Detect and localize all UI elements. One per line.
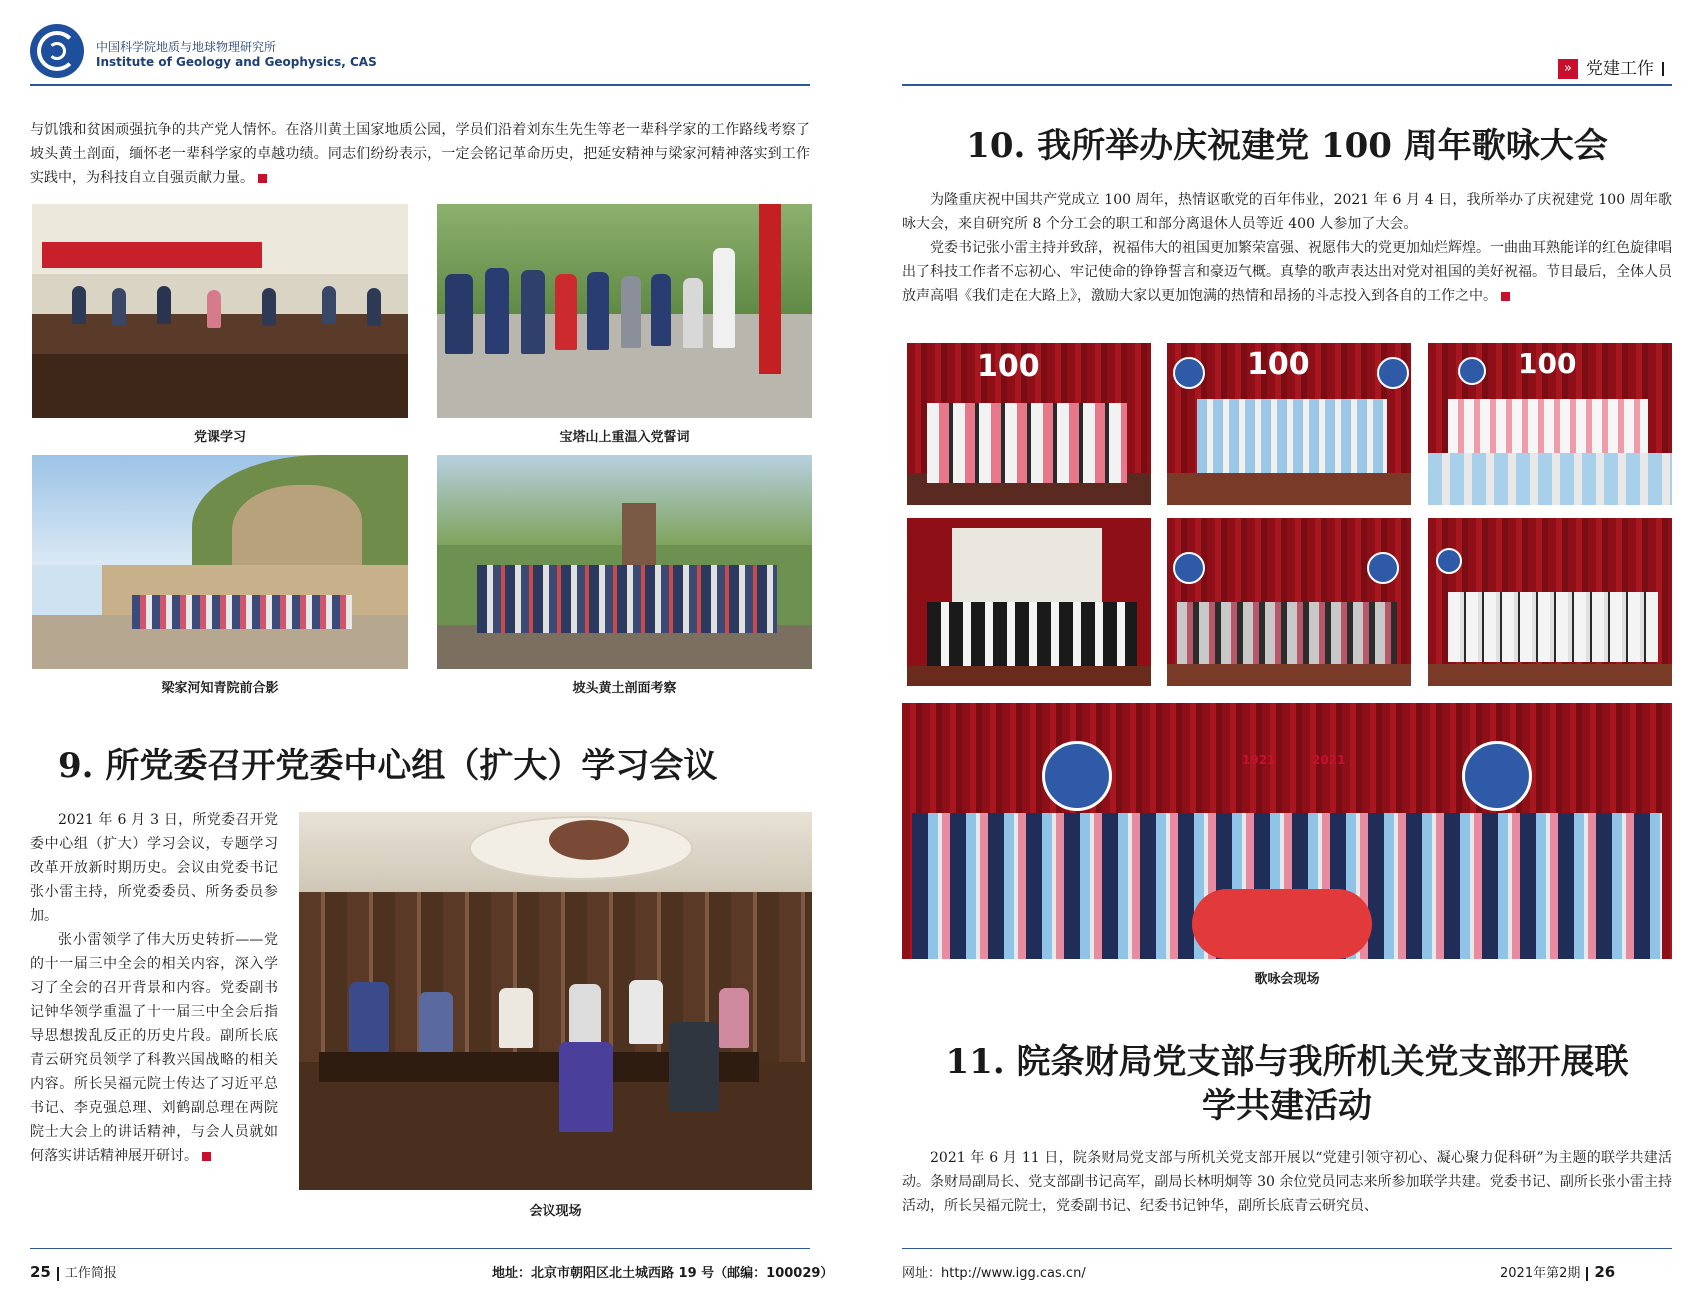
photo-choir-1: 100 [907,343,1151,505]
photo-caption: 梁家河知青院前合影 [161,681,279,696]
group-caption: 歌咏会现场 [1254,972,1320,987]
footer-rule [30,1248,810,1249]
section-10-paragraph-2: 党委书记张小雷主持并致辞，祝福伟大的祖国更加繁荣富强、祝愿伟大的党更加灿烂辉煌。一曲曲耳熟能详的红色旋律唱出了科技工作者不忘初心、牢记使命的铮铮誓言和豪迈气概。真挚的歌声表达出对党对祖国的美好祝福。节目最后，全体人员放声高唱《我们走在大路上》，激励大家以更加饱满的热情和昂扬的斗志投入到各自的工作之中。 [902,240,1672,304]
section-10-heading: 10. 我所举办庆祝建党 100 周年歌咏大会 [966,126,1608,166]
institute-emblem-icon [1042,741,1112,811]
photo-meeting-room [299,812,812,1190]
section-10-paragraph-1: 为隆重庆祝中国共产党成立 100 周年，热情讴歌党的百年伟业，2021 年 6 月 4 日，我所举办了庆祝建党 100 周年歌咏大会，来自研究所 8 个分工会的职工和部分离退休人员等近 400 人参加了大会。 [902,192,1672,232]
photo-potou-loess [437,455,812,669]
footer-rule [902,1248,1672,1249]
page-number: 25 [30,1263,51,1281]
photo-caption: 党课学习 [193,430,246,445]
header-rule [902,84,1672,86]
institute-name-en: Institute of Geology and Geophysics, CAS [96,55,377,69]
section-9-paragraph-2: 张小雷领学了伟大历史转折——党的十一届三中全会的相关内容，深入学习了全会的召开背景和内容。党委副书记钟华领学重温了十一届三中全会后指导思想拨乱反正的历史片段。副所长底青云研究员领学了科教兴国战略的相关内容。所长吴福元院士传达了习近平总书记、李克强总理、刘鹤副总理在两院院士大会上的讲话精神，与会人员就如何落实讲话精神展开研讨。 [30,932,278,1164]
photo-liangjiahe-group [32,455,408,669]
double-chevron-icon: » [1558,59,1578,79]
end-mark-icon [258,174,267,183]
section-9-paragraph-1: 2021 年 6 月 3 日，所党委召开党委中心组（扩大）学习会议，专题学习改革开放新时期历史。会议由党委书记张小雷主持，所党委委员、所务委员参加。 [30,812,278,924]
section-tag: » 党建工作 [1558,54,1670,79]
header-rule [30,84,810,86]
photo-choir-4 [907,518,1151,686]
photo-party-lesson [32,204,408,418]
right-footer [1500,1262,1615,1281]
footer-url: 网址：http://www.igg.cas.cn/ [902,1266,1086,1281]
photo-group-choir: 1921 2021 [902,703,1672,959]
page-number: 26 [1594,1263,1616,1281]
institute-logo-icon [30,24,84,78]
right-page [850,0,1700,1295]
section-9-heading: 9. 所党委召开党委中心组（扩大）学习会议 [58,746,718,786]
photo-choir-3: 100 [1428,343,1672,505]
end-mark-icon [1501,292,1510,301]
photo-caption: 坡头黄土剖面考察 [572,681,677,696]
institute-emblem-icon [1462,741,1532,811]
institute-name-cn: 中国科学院地质与地球物理研究所 [96,40,277,54]
left-footer [30,1262,117,1281]
meeting-caption: 会议现场 [529,1204,582,1219]
issue-label: 2021年第2期 [1500,1266,1581,1281]
photo-choir-6 [1428,518,1672,686]
footer-address: 地址：北京市朝阳区北土城西路 19 号（邮编：100029） [492,1266,834,1281]
section-11-heading-line-1: 11. 院条财局党支部与我所机关党支部开展联 [945,1042,1629,1082]
section-11-paragraph: 2021 年 6 月 11 日，院条财局党支部与所机关党支部开展以“党建引领守初心、凝心聚力促科研”为主题的联学共建活动。条财局副局长、党支部副书记高军，副局长林明炯等 30 余位党员同志来所参加联学共建。党委书记、副所长张小雷主持活动，所长吴福元院士，党委副书记、纪委书记钟华，副所长底青云研究员、 [902,1150,1672,1214]
intro-paragraph: 与饥饿和贫困顽强抗争的共产党人情怀。在洛川黄土国家地质公园，学员们沿着刘东生先生等老一辈科学家的工作路线考察了坡头黄土剖面，缅怀老一辈科学家的卓越功绩。同志们纷纷表示，一定会铭记革命历史，把延安精神与梁家河精神落实到工作实践中，为科技自立自强贡献力量。 [30,122,810,186]
photo-oath-baota [437,204,812,418]
photo-choir-5 [1167,518,1411,686]
publication-title: 工作简报 [64,1266,117,1281]
photo-caption: 宝塔山上重温入党誓词 [559,430,690,445]
photo-choir-2: 100 [1167,343,1411,505]
end-mark-icon [202,1152,211,1161]
section-11-heading-line-2: 学共建活动 [1202,1086,1372,1126]
